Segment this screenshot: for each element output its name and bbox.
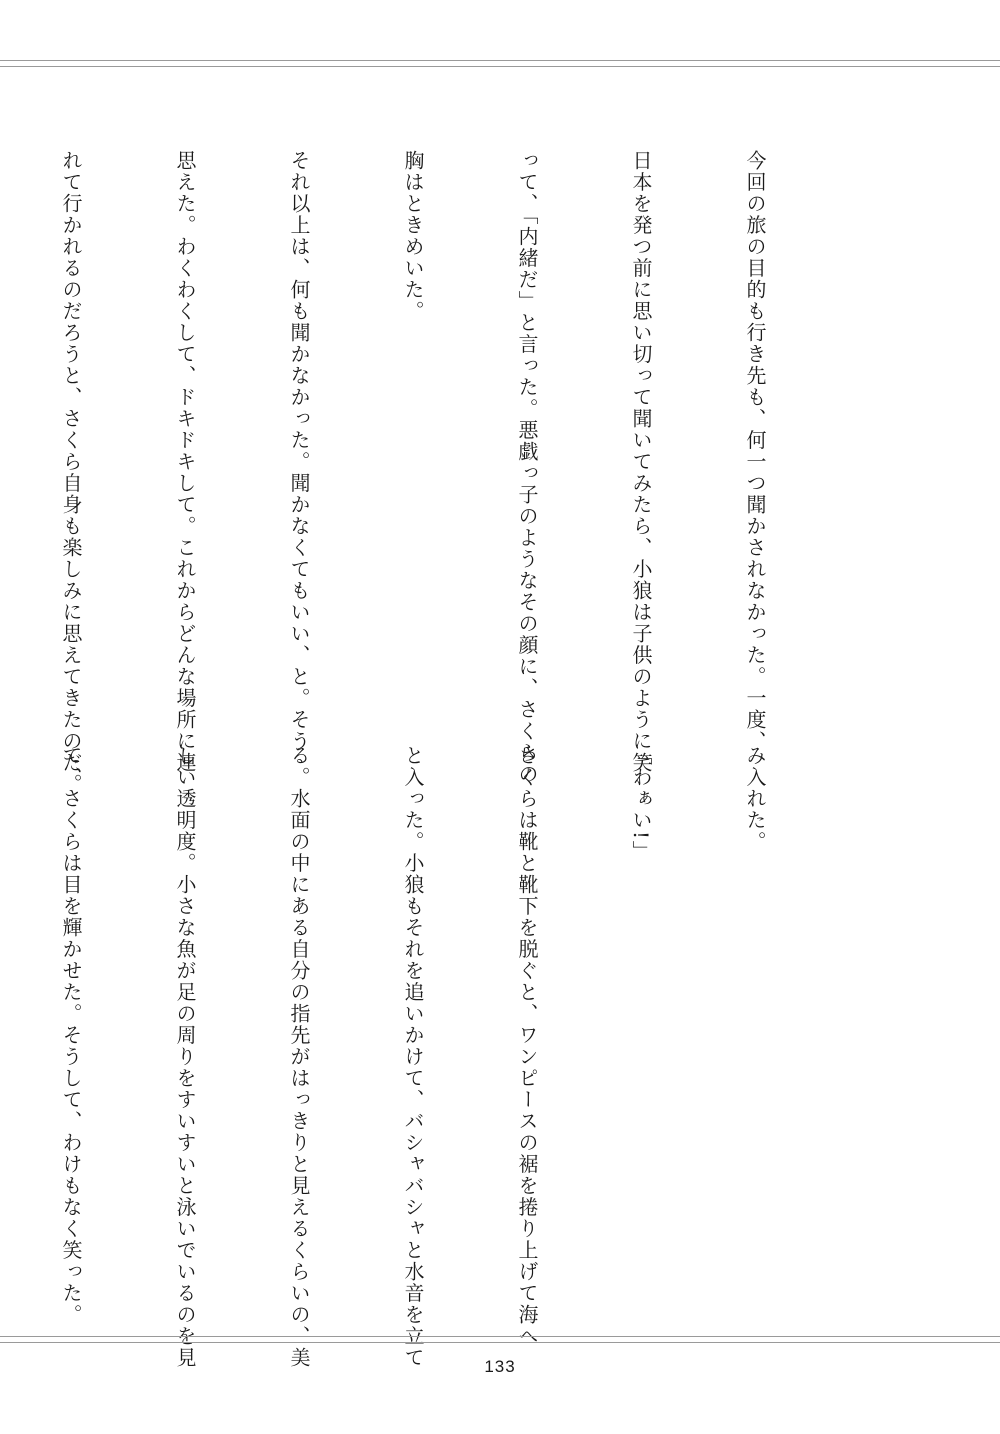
text-line: る。水面の中にある自分の指先がはっきりと見えるくらいの、美: [287, 745, 311, 1369]
text-line: て、さくらは目を輝かせた。そうして、わけもなく笑った。: [59, 745, 83, 1326]
text-line: み入れた。: [743, 745, 767, 853]
text-line: それ以上は、何も聞かなかった。聞かなくてもいい、と。そう: [287, 150, 311, 752]
text-line: 思えた。わくわくして、ドキドキして。これからどんな場所に連: [173, 150, 197, 774]
text-line: さくらは靴と靴下を脱ぐと、ワンピースの裾を捲り上げて海へ: [515, 745, 539, 1347]
text-line: 今回の旅の目的も行き先も、何一つ聞かされなかった。一度、: [743, 150, 767, 752]
text-line: 「わぁい!」: [629, 745, 653, 863]
text-line: しい透明度。小さな魚が足の周りをすいすいと泳いでいるのを見: [173, 745, 197, 1369]
top-rule: [0, 60, 1000, 61]
text-line: 日本を発つ前に思い切って聞いてみたら、小狼は子供のように笑: [629, 150, 653, 774]
bottom-rule-inner: [0, 1342, 1000, 1343]
text-line: れて行かれるのだろうと、さくら自身も楽しみに思えてきたのだ。: [59, 150, 83, 795]
text-line: って、「内緒だ」と言った。悪戯っ子のようなその顔に、さくらの: [515, 150, 539, 785]
top-rule-inner: [0, 66, 1000, 67]
upper-text-block: [0, 150, 850, 795]
text-line: 胸はときめいた。: [401, 150, 425, 322]
text-line: と入った。小狼もそれを追いかけて、バシャバシャと水音を立て: [401, 745, 425, 1369]
page-number: 133: [484, 1357, 516, 1376]
bottom-rule: [0, 1336, 1000, 1337]
